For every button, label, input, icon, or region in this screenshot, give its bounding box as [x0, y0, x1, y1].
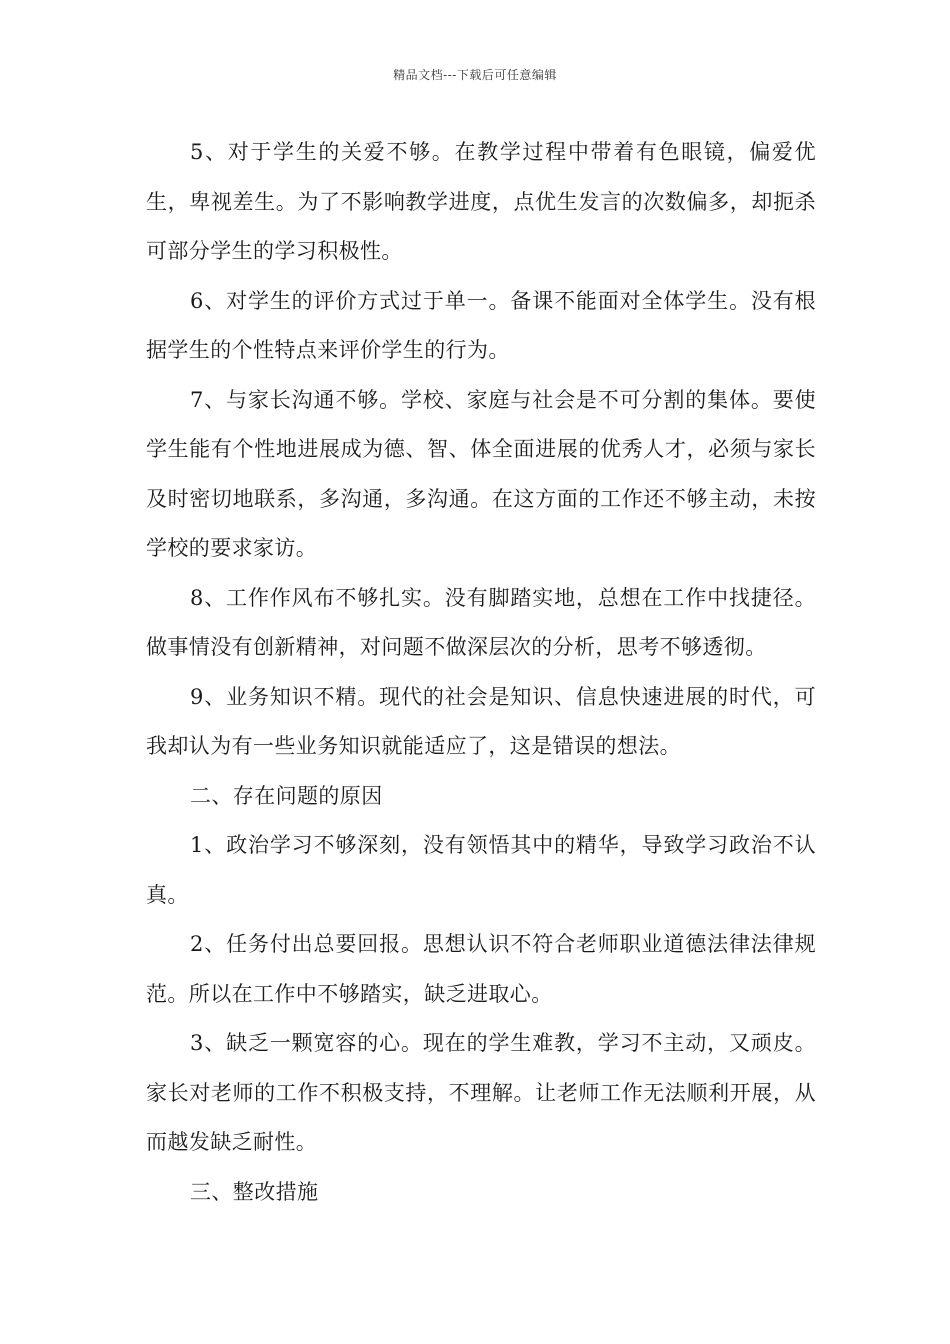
paragraph-item-6: 6、对学生的评价方式过于单一。备课不能面对全体学生。没有根据学生的个性特点来评价学生的行为。 — [146, 288, 816, 362]
page-header: 精品文档---下载后可任意编辑 — [393, 68, 557, 82]
paragraph-item-5: 5、对于学生的关爱不够。在教学过程中带着有色眼镜，偏爱优生，卑视差生。为了不影响教学进度，点优生发言的次数偏多，却扼杀可部分学生的学习积极性。 — [146, 140, 816, 263]
paragraph-cause-3: 3、缺乏一颗宽容的心。现在的学生难教，学习不主动，又顽皮。家长对老师的工作不积极支持，不理解。让老师工作无法顺利开展，从而越发缺乏耐性。 — [146, 1031, 816, 1154]
section-heading-measures: 三、整改措施 — [190, 1179, 319, 1204]
paragraph-item-7: 7、与家长沟通不够。学校、家庭与社会是不可分割的集体。要使学生能有个性地进展成为德、智、体全面进展的优秀人才，必须与家长及时密切地联系，多沟通，多沟通。在这方面的工作还不够主动，未按学校的要求家访。 — [146, 387, 816, 560]
paragraph-item-9: 9、业务知识不精。现代的社会是知识、信息快速进展的时代，可我却认为有一些业务知识就能适应了，这是错误的想法。 — [146, 684, 816, 758]
paragraph-cause-1: 1、政治学习不够深刻，没有领悟其中的精华，导致学习政治不认真。 — [146, 833, 816, 907]
document-body — [146, 128, 816, 1217]
section-heading-causes: 二、存在问题的原因 — [190, 783, 383, 808]
paragraph-cause-2: 2、任务付出总要回报。思想认识不符合老师职业道德法律法律规范。所以在工作中不够踏实，缺乏进取心。 — [146, 932, 816, 1006]
paragraph-item-8: 8、工作作风布不够扎实。没有脚踏实地，总想在工作中找捷径。做事情没有创新精神，对问题不做深层次的分析，思考不够透彻。 — [146, 585, 816, 659]
